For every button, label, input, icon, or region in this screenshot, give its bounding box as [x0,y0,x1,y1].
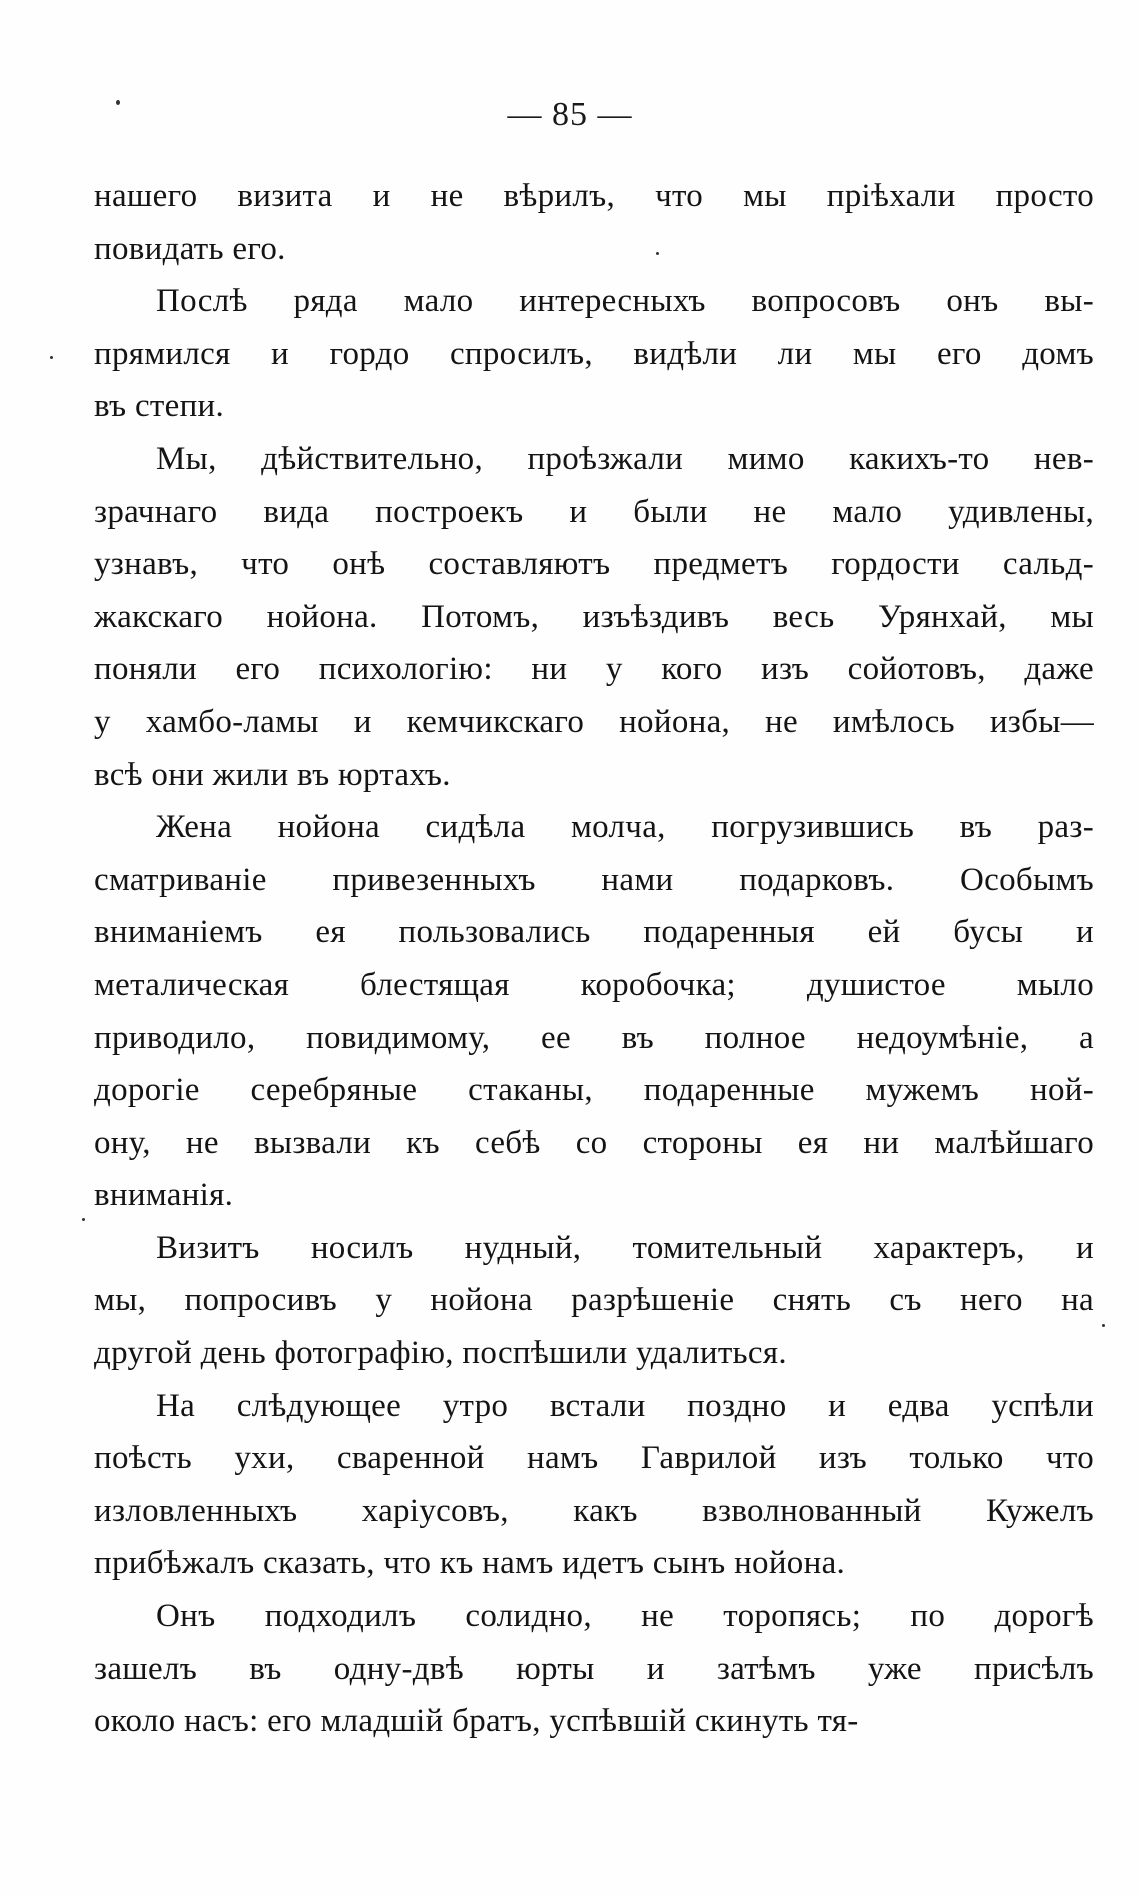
text-line: въ степи. [94,388,225,425]
text-line: приводило, повидимому, ее въ полное недоумѣнiе, а [94,1019,1094,1056]
text-line: поѣсть ухи, сваренной намъ Гаврилой изъ только что [94,1440,1094,1477]
page-number: — 85 — [507,96,633,133]
text-line: Онъ подходилъ солидно, не торопясь; по дорогѣ [156,1598,1094,1635]
body-text [94,170,1094,1748]
text-line: прибѣжалъ сказать, что къ намъ идетъ сынъ нойона. [94,1545,846,1582]
text-line: поняли его психологiю: ни у кого изъ сойотовъ, даже [94,651,1094,688]
text-line: ону, не вызвали къ себѣ со стороны ея ни малѣйшаго [94,1124,1094,1161]
text-line: повидать его. [94,230,286,267]
scan-speck [50,356,53,359]
text-line: другой день фотографiю, поспѣшили удалиться. [94,1335,787,1372]
text-line: зашелъ въ одну-двѣ юрты и затѣмъ уже присѣлъ [94,1650,1094,1687]
text-line: около насъ: его младшiй братъ, успѣвшiй скинуть тя- [94,1703,859,1740]
text-line: жакскаго нойона. Потомъ, изъѣздивъ весь Урянхай, мы [94,598,1094,635]
text-line: На слѣдующее утро встали поздно и едва успѣли [156,1387,1094,1424]
text-line: всѣ они жили въ юртахъ. [94,756,451,793]
scan-speck [82,1218,85,1221]
scan-speck [1102,1324,1105,1327]
text-line: Мы, дѣйствительно, проѣзжали мимо какихъ-то нев- [156,440,1094,477]
text-line: узнавъ, что онѣ составляютъ предметъ гордости сальд- [94,546,1094,583]
scan-speck [656,252,659,255]
text-line: прямился и гордо спросилъ, видѣли ли мы его домъ [94,335,1094,372]
text-line: металическая блестящая коробочка; душистое мыло [94,966,1094,1003]
scan-speck [116,100,120,105]
text-line: мы, попросивъ у нойона разрѣшенiе снять съ него на [94,1282,1094,1319]
text-line: сматриванiе привезенныхъ нами подарковъ. Особымъ [94,861,1094,898]
text-line: изловленныхъ харiусовъ, какъ взволнованный Кужелъ [94,1492,1094,1529]
text-line: зрачнаго вида построекъ и были не мало удивлены, [94,493,1094,530]
text-line: Визитъ носилъ нудный, томительный характеръ, и [156,1229,1094,1266]
text-line: Жена нойона сидѣла молча, погрузившись въ раз- [156,809,1094,846]
text-line: вниманiемъ ея пользовались подаренныя ей бусы и [94,914,1094,951]
text-line: Послѣ ряда мало интересныхъ вопросовъ онъ вы- [156,283,1094,320]
text-line: нашего визита и не вѣрилъ, что мы прiѣхали просто [94,178,1094,214]
text-line: вниманiя. [94,1177,234,1214]
text-line: дорогiе серебряные стаканы, подаренные мужемъ ной- [94,1072,1094,1109]
text-line: у хамбо-ламы и кемчикскаго нойона, не имѣлось избы— [94,703,1094,740]
